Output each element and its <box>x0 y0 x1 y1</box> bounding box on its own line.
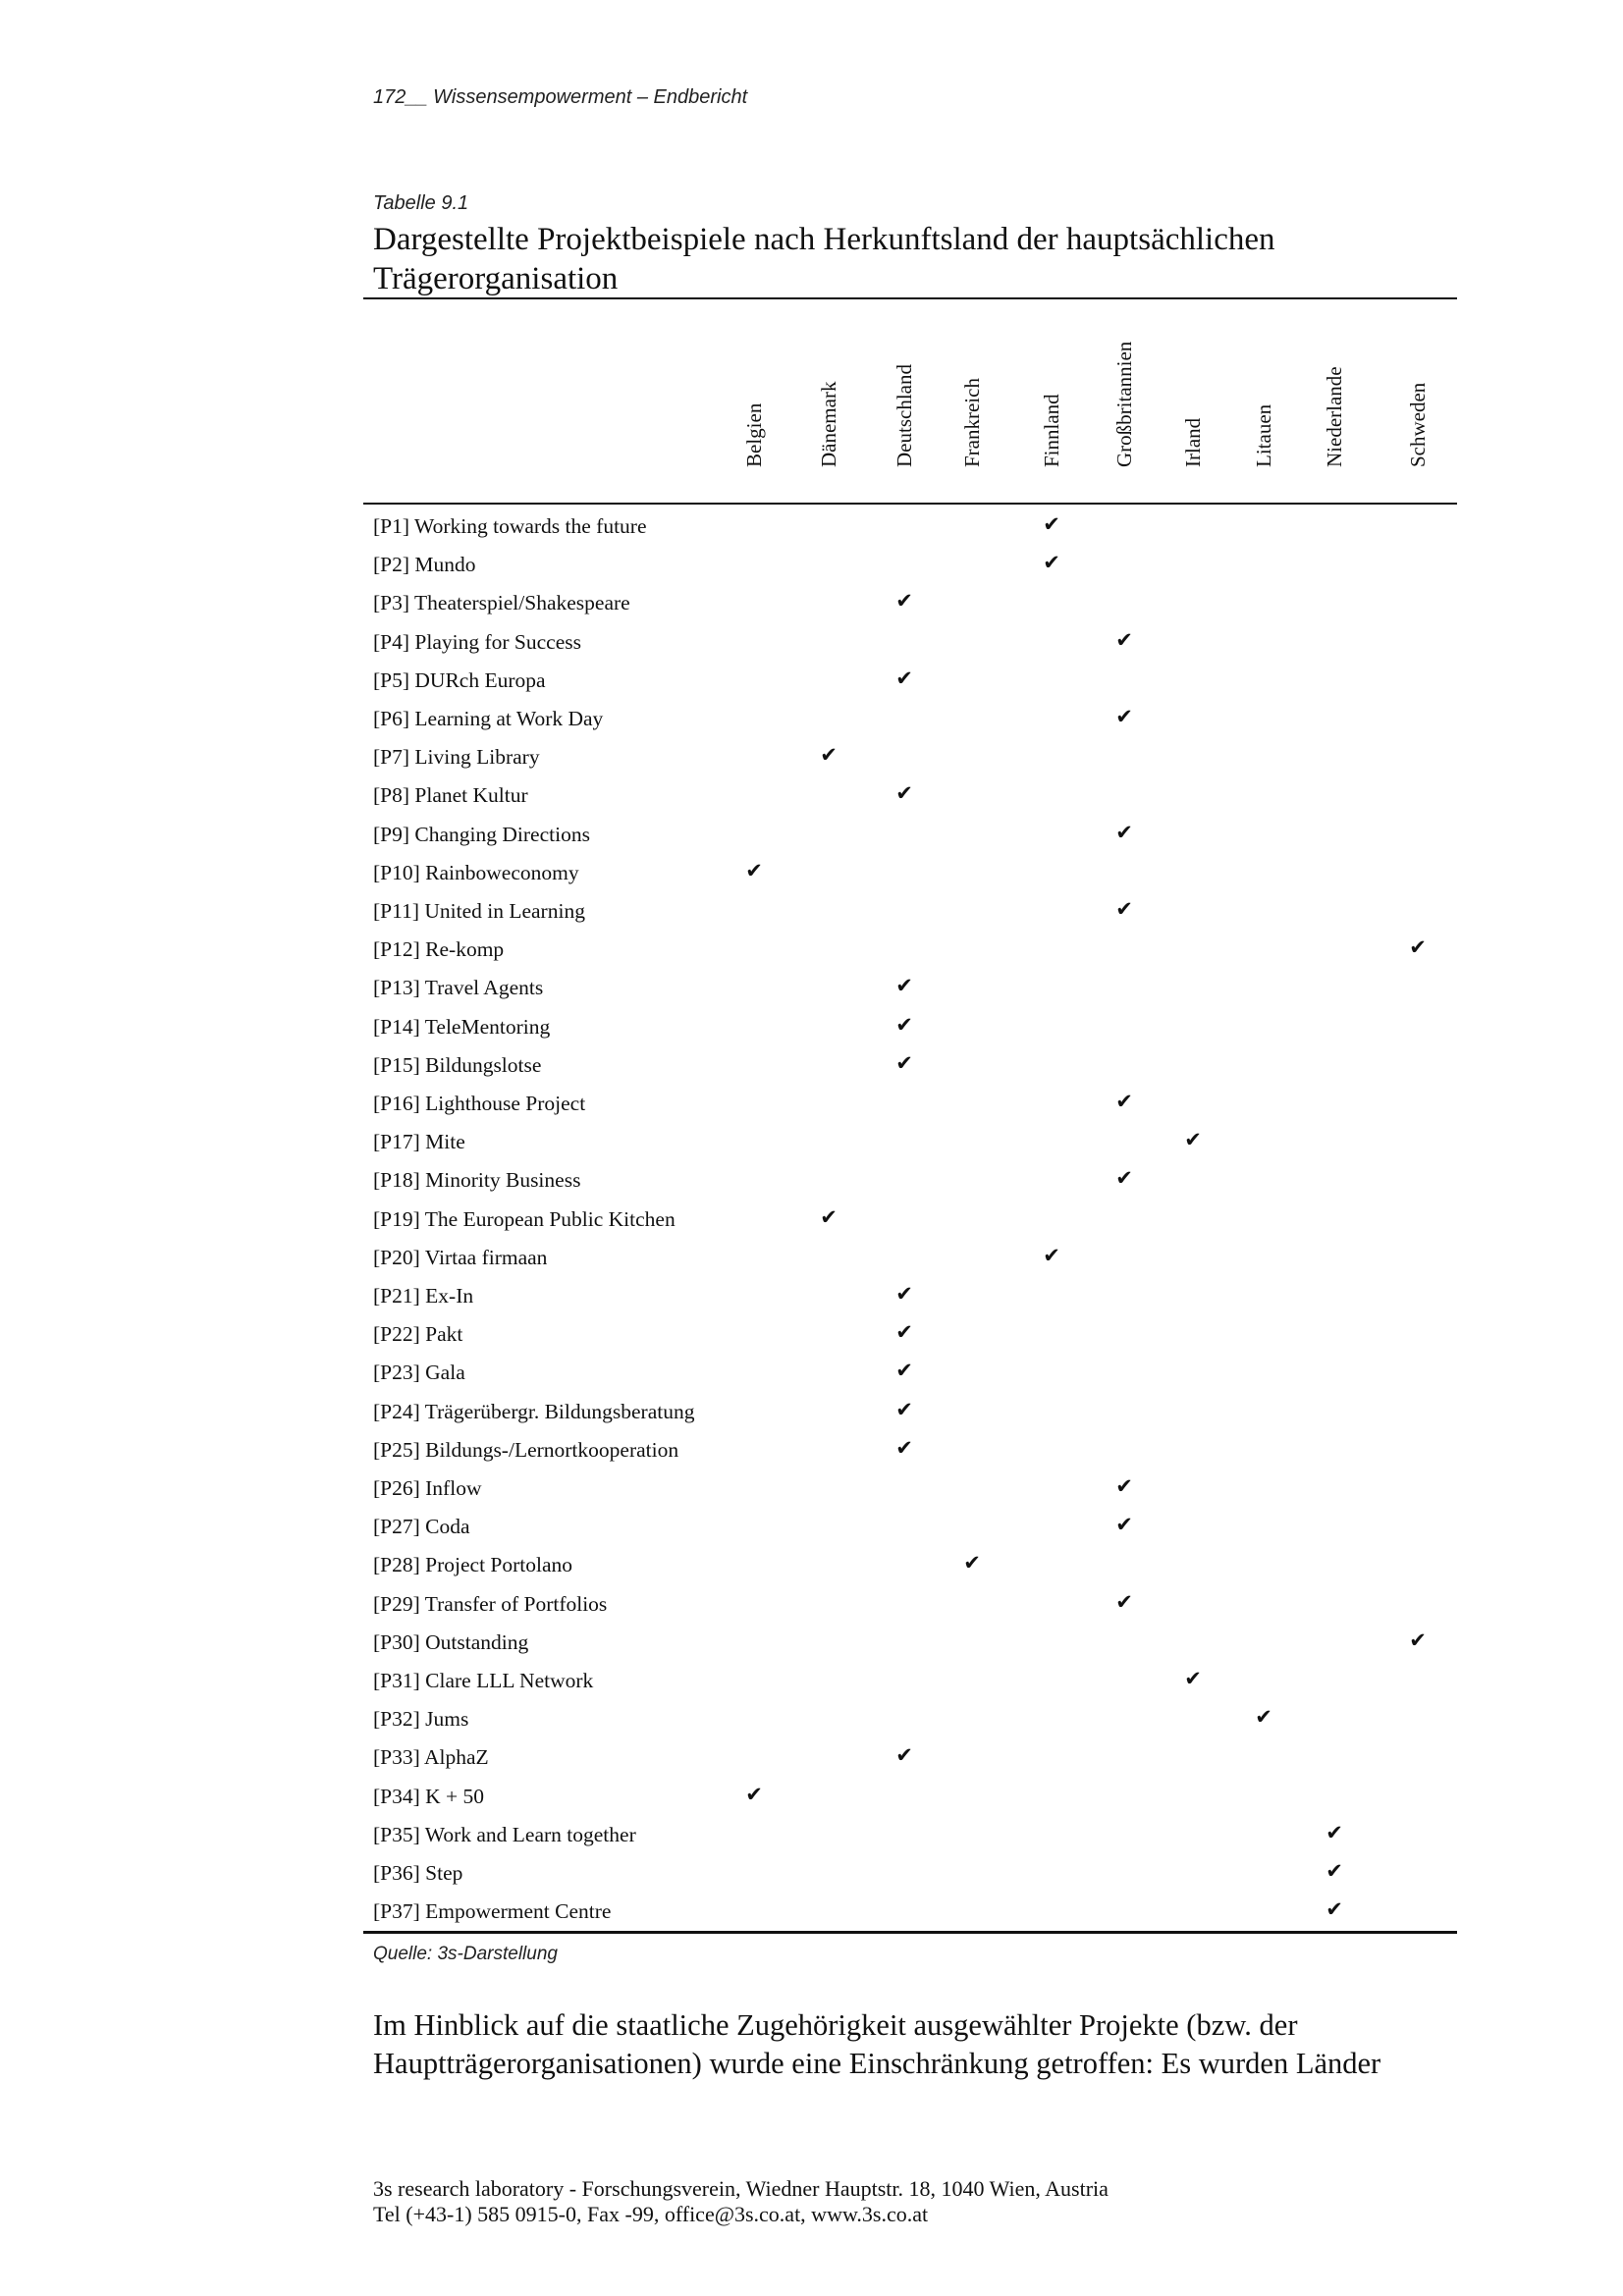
check-mark-icon: ✔ <box>895 1012 913 1037</box>
check-mark-icon: ✔ <box>1325 1859 1343 1883</box>
table-row <box>373 1625 1453 1663</box>
check-mark-icon: ✔ <box>745 1782 763 1806</box>
check-mark-icon: ✔ <box>1409 935 1427 960</box>
column-header-label: Belgien <box>742 402 766 467</box>
table-row <box>373 1047 1453 1086</box>
table-row <box>373 1701 1453 1739</box>
row-label: [P33] AlphaZ <box>373 1745 489 1770</box>
table-row <box>373 624 1453 663</box>
row-label: [P31] Clare LLL Network <box>373 1669 594 1692</box>
row-label: [P7] Living Library <box>373 745 540 770</box>
row-label: [P3] Theaterspiel/Shakespeare <box>373 591 630 615</box>
check-mark-icon: ✔ <box>1325 1820 1343 1844</box>
table-row <box>373 1739 1453 1778</box>
table-row <box>373 893 1453 932</box>
table-row <box>373 855 1453 893</box>
row-label: [P23] Gala <box>373 1361 465 1385</box>
check-mark-icon: ✔ <box>1184 1667 1202 1690</box>
table-row <box>373 547 1453 585</box>
check-mark-icon: ✔ <box>745 858 763 882</box>
row-label: [P37] Empowerment Centre <box>373 1899 612 1924</box>
check-mark-icon: ✔ <box>1115 1474 1133 1498</box>
body-paragraph: Im Hinblick auf die staatliche Zugehörigkeit ausgewählter Projekte (bzw. der Hauptträgerorganisationen) wurde eine Einschränkung getroffen: Es wurden Länder <box>373 2008 1381 2080</box>
check-mark-icon: ✔ <box>1115 897 1133 921</box>
row-label: [P19] The European Public Kitchen <box>373 1206 676 1231</box>
row-label: [P4] Playing for Success <box>373 629 581 654</box>
check-mark-icon: ✔ <box>1115 705 1133 728</box>
row-label: [P21] Ex-In <box>373 1284 474 1308</box>
row-label: [P9] Changing Directions <box>373 822 590 846</box>
table-top-rule <box>363 297 1457 299</box>
table-bottom-rule <box>363 1931 1457 1934</box>
column-header-label: Frankreich <box>960 378 984 467</box>
table-row <box>373 1894 1453 1932</box>
row-label: [P35] Work and Learn together <box>373 1822 636 1846</box>
check-mark-icon: ✔ <box>820 1204 838 1229</box>
table-row <box>373 1855 1453 1894</box>
row-label: [P26] Inflow <box>373 1476 482 1500</box>
row-label: [P28] Project Portolano <box>373 1553 573 1577</box>
page-footer <box>373 2176 1109 2227</box>
table-row <box>373 1009 1453 1047</box>
check-mark-icon: ✔ <box>895 1359 913 1383</box>
table-row <box>373 932 1453 970</box>
column-header-label: Dänemark <box>817 381 840 467</box>
table-row <box>373 1470 1453 1509</box>
table-label: Tabelle 9.1 <box>373 192 469 214</box>
row-label: [P18] Minority Business <box>373 1168 581 1193</box>
table-source: Quelle: 3s-Darstellung <box>373 1944 558 1964</box>
table-row <box>373 1509 1453 1547</box>
row-label: [P5] DURch Europa <box>373 667 546 692</box>
check-mark-icon: ✔ <box>1325 1897 1343 1922</box>
check-mark-icon: ✔ <box>963 1551 981 1575</box>
table-row <box>373 1086 1453 1124</box>
row-label: [P34] K + 50 <box>373 1784 485 1808</box>
row-label: [P25] Bildungs-/Lernortkooperation <box>373 1437 679 1462</box>
table-row <box>373 1586 1453 1625</box>
check-mark-icon: ✔ <box>895 781 913 806</box>
table-row <box>373 1817 1453 1855</box>
table-row <box>373 508 1453 547</box>
check-mark-icon: ✔ <box>1043 551 1060 575</box>
check-mark-icon: ✔ <box>1115 1166 1133 1191</box>
table-row <box>373 1394 1453 1432</box>
table-row <box>373 1779 1453 1817</box>
column-header-label: Schweden <box>1406 382 1430 467</box>
check-mark-icon: ✔ <box>820 743 838 768</box>
table-row <box>373 663 1453 701</box>
table-title: Dargestellte Projektbeispiele nach Herkunftsland der hauptsächlichen Trägerorganisation <box>373 222 1275 296</box>
row-label: [P10] Rainboweconomy <box>373 860 579 884</box>
check-mark-icon: ✔ <box>1043 512 1060 536</box>
row-label: [P36] Step <box>373 1861 463 1885</box>
check-mark-icon: ✔ <box>895 1435 913 1460</box>
table-row <box>373 585 1453 623</box>
row-label: [P2] Mundo <box>373 553 476 577</box>
table-row <box>373 1432 1453 1470</box>
check-mark-icon: ✔ <box>1255 1705 1272 1730</box>
footer-contact: Tel (+43-1) 585 0915-0, Fax -99, office@3s.co.at, www.3s.co.at <box>373 2202 929 2226</box>
check-mark-icon: ✔ <box>1409 1628 1427 1652</box>
row-label: [P1] Working towards the future <box>373 514 647 538</box>
check-mark-icon: ✔ <box>895 1320 913 1345</box>
row-label: [P22] Pakt <box>373 1322 463 1347</box>
table-row <box>373 1316 1453 1355</box>
row-label: [P6] Learning at Work Day <box>373 707 604 730</box>
table-row <box>373 1663 1453 1701</box>
table-row <box>373 701 1453 739</box>
row-label: [P32] Jums <box>373 1707 469 1732</box>
row-label: [P14] TeleMentoring <box>373 1014 551 1039</box>
column-header-label: Niederlande <box>1323 366 1346 467</box>
running-head: 172__ Wissensempowerment – Endbericht <box>373 86 748 108</box>
column-header-label: Deutschland <box>893 364 916 467</box>
check-mark-icon: ✔ <box>1115 1090 1133 1113</box>
table-row <box>373 1355 1453 1393</box>
column-header-label: Litauen <box>1252 403 1275 467</box>
row-label: [P13] Travel Agents <box>373 976 544 1000</box>
check-mark-icon: ✔ <box>895 1397 913 1421</box>
check-mark-icon: ✔ <box>1115 820 1133 844</box>
row-label: [P8] Planet Kultur <box>373 783 528 808</box>
row-label: [P20] Virtaa firmaan <box>373 1245 548 1269</box>
check-mark-icon: ✔ <box>895 1743 913 1768</box>
table-row <box>373 1547 1453 1585</box>
column-header-label: Irland <box>1181 417 1205 467</box>
check-mark-icon: ✔ <box>1115 627 1133 652</box>
table-row <box>373 1201 1453 1240</box>
check-mark-icon: ✔ <box>895 974 913 998</box>
footer-address: 3s research laboratory - Forschungsverein, Wiedner Hauptstr. 18, 1040 Wien, Austria <box>373 2176 1109 2201</box>
table-row <box>373 1124 1453 1162</box>
table-row <box>373 1278 1453 1316</box>
row-label: [P24] Trägerübergr. Bildungsberatung <box>373 1399 695 1423</box>
check-mark-icon: ✔ <box>1184 1128 1202 1152</box>
row-label: [P12] Re-komp <box>373 937 505 962</box>
row-label: [P17] Mite <box>373 1130 465 1154</box>
column-header-label: Finnland <box>1040 394 1063 467</box>
table-row <box>373 1240 1453 1278</box>
check-mark-icon: ✔ <box>895 589 913 614</box>
row-label: [P29] Transfer of Portfolios <box>373 1591 608 1616</box>
table-row <box>373 1162 1453 1201</box>
column-header-label: Großbritannien <box>1112 341 1136 467</box>
row-label: [P16] Lighthouse Project <box>373 1092 586 1115</box>
row-label: [P15] Bildungslotse <box>373 1052 542 1077</box>
check-mark-icon: ✔ <box>895 666 913 690</box>
table-row <box>373 970 1453 1008</box>
table-row <box>373 817 1453 855</box>
table-row <box>373 739 1453 777</box>
check-mark-icon: ✔ <box>895 1282 913 1306</box>
check-mark-icon: ✔ <box>1115 1589 1133 1614</box>
check-mark-icon: ✔ <box>895 1050 913 1075</box>
row-label: [P30] Outstanding <box>373 1629 529 1654</box>
row-label: [P11] United in Learning <box>373 899 585 923</box>
check-mark-icon: ✔ <box>1115 1513 1133 1537</box>
check-mark-icon: ✔ <box>1043 1243 1060 1267</box>
table-row <box>373 777 1453 816</box>
row-label: [P27] Coda <box>373 1515 470 1539</box>
table-header-rule <box>363 503 1457 505</box>
